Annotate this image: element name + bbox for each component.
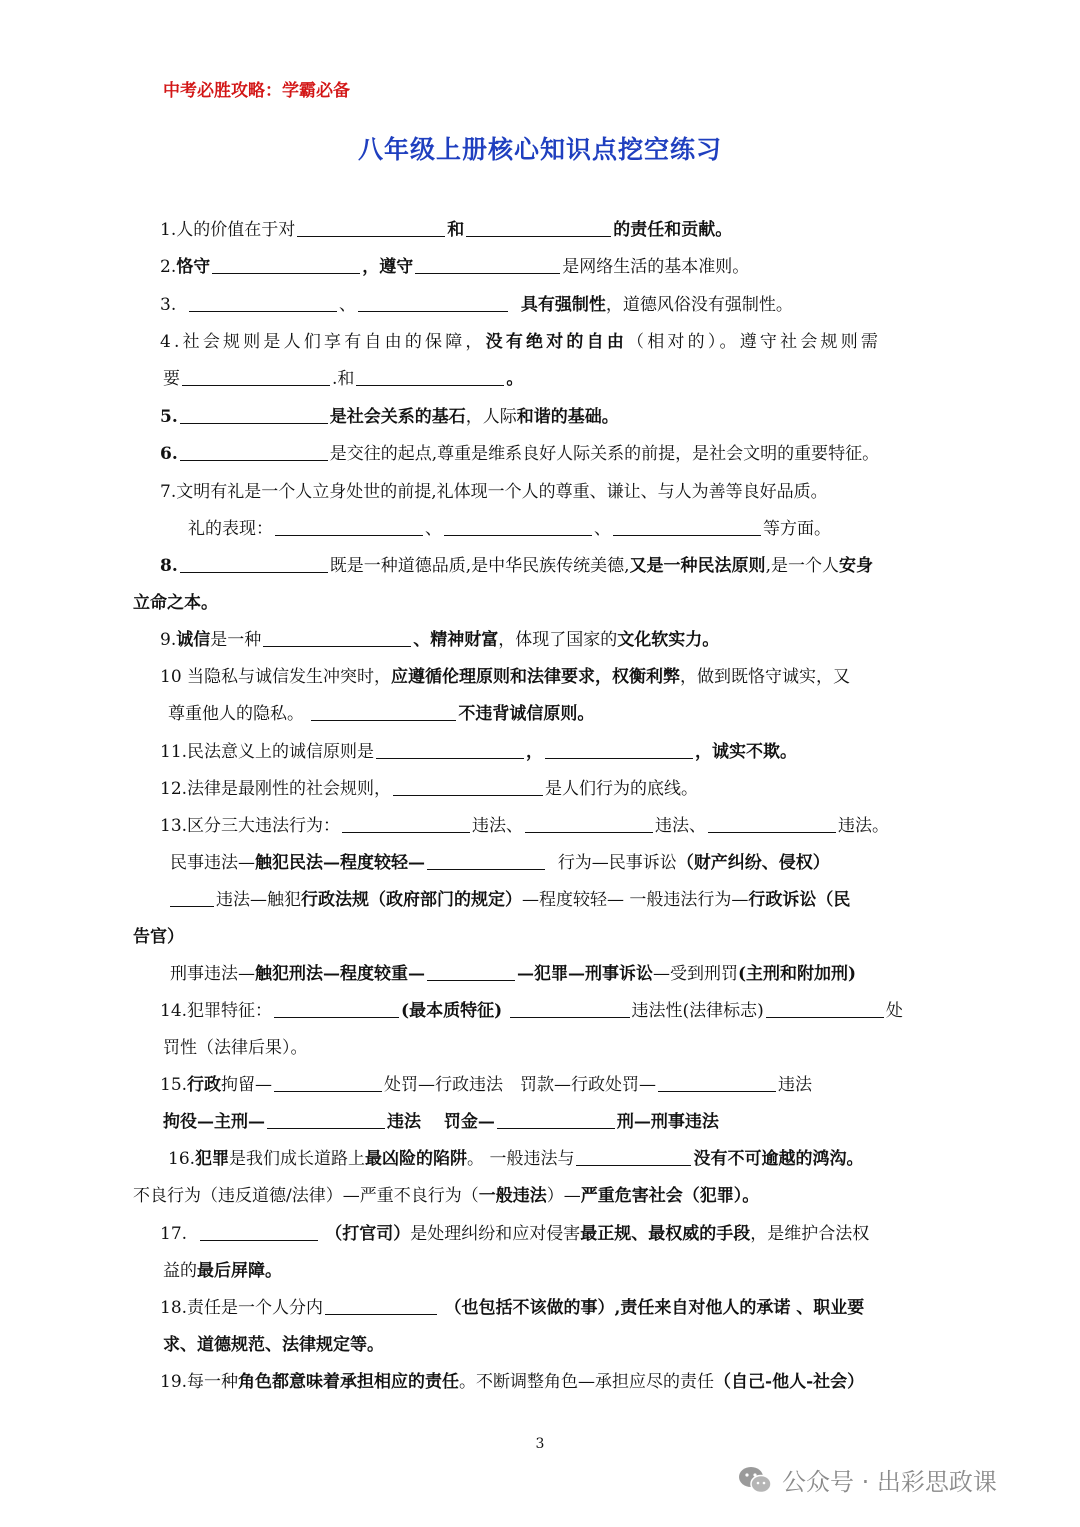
answer-blank[interactable]: [525, 816, 653, 833]
item-text: —程度较轻— 一般违法行为—: [522, 890, 749, 910]
item-text: （打官司）: [325, 1224, 411, 1244]
item-text: 应遵循伦理原则和法律要求，权衡利弊: [391, 667, 681, 687]
item-text: 最后屏障。: [197, 1261, 282, 1281]
answer-blank[interactable]: [274, 1075, 382, 1092]
answer-blank[interactable]: [200, 1224, 318, 1241]
item-text: 4.社会规则是人们享有自由的保障，: [160, 332, 486, 352]
answer-blank[interactable]: [427, 964, 515, 981]
item-text: 违法: [778, 1075, 813, 1095]
item-16: [168, 1146, 863, 1172]
item-text: 18.责任是一个人分内: [160, 1298, 324, 1318]
answer-blank[interactable]: [325, 1298, 437, 1315]
item-text: 礼的表现：: [188, 519, 273, 539]
watermark: [738, 1462, 997, 1497]
answer-blank[interactable]: [393, 779, 543, 796]
answer-blank[interactable]: [170, 890, 214, 907]
item-text: 立命之本。: [133, 593, 218, 613]
answer-blank[interactable]: [427, 853, 545, 870]
item-11: [160, 739, 797, 765]
item-text: 是社会关系的基石: [329, 407, 466, 427]
answer-blank[interactable]: [466, 220, 611, 237]
item-text: 。 一般违法与: [467, 1149, 575, 1169]
item-text: 尊重他人的隐私。: [168, 704, 304, 724]
item-text: 行政: [187, 1075, 222, 1095]
item-text: 13.区分三大违法行为：: [160, 816, 341, 836]
item-text: 又是一种民法原则: [629, 556, 766, 576]
item-text: 刑事违法—: [170, 964, 255, 984]
item-13-admin: [168, 887, 850, 913]
item-14: [160, 998, 903, 1024]
answer-blank[interactable]: [342, 816, 470, 833]
item-text: 、: [594, 519, 611, 539]
answer-blank[interactable]: [376, 742, 524, 759]
item-text: 拘役—主刑—: [163, 1112, 265, 1132]
item-text: （相对的）。遵守社会规则需: [627, 332, 882, 352]
wechat-icon: [738, 1465, 772, 1495]
watermark-text: 公众号 · 出彩思政课: [782, 1468, 997, 1496]
answer-blank[interactable]: [212, 257, 360, 274]
item-1: [160, 217, 732, 243]
item-text: 最正规、最权威的手段: [580, 1224, 751, 1244]
item-text: 行政法规（政府部门的规定）: [301, 890, 522, 910]
item-6: [160, 441, 879, 467]
item-text: 犯罪: [195, 1149, 230, 1169]
item-text: 7.文明有礼是一个人立身处世的前提,礼体现一个人的尊重、谦让、与人为善等良好品质。: [160, 482, 828, 502]
item-text: 诚信: [176, 630, 211, 650]
item-8-cont: [133, 590, 218, 616]
answer-blank[interactable]: [658, 1075, 776, 1092]
answer-blank[interactable]: [358, 295, 508, 312]
item-15-cont: [163, 1109, 719, 1135]
page-title: 八年级上册核心知识点挖空练习: [357, 135, 722, 164]
item-text: 是人们行为的底线。: [545, 779, 699, 799]
answer-blank[interactable]: [576, 1149, 691, 1166]
item-text: 5.: [160, 407, 178, 427]
item-text: —犯罪—刑事诉讼: [517, 964, 653, 984]
answer-blank[interactable]: [180, 444, 328, 461]
item-text: 处: [885, 1001, 903, 1021]
answer-blank[interactable]: [189, 295, 337, 312]
item-text: 安身: [838, 556, 873, 576]
item-text: ，诚实不欺。: [695, 742, 798, 762]
answer-blank[interactable]: [180, 407, 328, 424]
item-17: [160, 1221, 869, 1247]
item-text: ，体现了国家的: [498, 630, 618, 650]
item-text: （也包括不该做的事）,责任来自对他人的承诺 、职业要: [444, 1298, 865, 1318]
item-text: ，是维护合法权: [750, 1224, 870, 1244]
item-text: 告官）: [133, 927, 184, 947]
item-text: 违法。: [838, 816, 890, 836]
item-text: 违法 罚金—: [387, 1112, 495, 1132]
item-text: 处罚—行政违法 罚款—行政处罚—: [384, 1075, 657, 1095]
item-13: [160, 813, 889, 839]
item-text: 求、道德规范、法律规定等。: [163, 1335, 384, 1355]
item-text: 6.: [160, 444, 178, 464]
answer-blank[interactable]: [613, 519, 761, 536]
answer-blank[interactable]: [274, 1001, 399, 1018]
item-text: 最凶险的陷阱: [365, 1149, 468, 1169]
answer-blank[interactable]: [545, 742, 693, 759]
item-text: ）—: [546, 1186, 581, 1206]
item-text: 17.: [160, 1224, 188, 1244]
answer-blank[interactable]: [311, 704, 456, 721]
item-13-admin-cont: [133, 924, 184, 950]
item-text: 行政诉讼（民: [748, 890, 851, 910]
item-text: ，: [526, 742, 544, 762]
answer-blank[interactable]: [263, 630, 411, 647]
item-text: 和谐的基础。: [516, 407, 619, 427]
item-text: （自己-他人-社会）: [714, 1372, 865, 1392]
item-3: [160, 292, 793, 318]
item-2: [160, 254, 749, 280]
item-text: ，道德风俗没有强制性。: [605, 295, 793, 315]
answer-blank[interactable]: [510, 1001, 630, 1018]
item-text: (最本质特征): [401, 1001, 503, 1021]
answer-blank[interactable]: [275, 519, 423, 536]
item-text: 既是一种道德品质,是中华民族传统美德,: [329, 556, 630, 576]
item-text: 14.犯罪特征：: [160, 1001, 273, 1021]
answer-blank[interactable]: [415, 257, 560, 274]
item-text: 是一种: [210, 630, 262, 650]
item-text: 一般违法: [478, 1186, 547, 1206]
item-text: ，人际: [465, 407, 517, 427]
item-text: 10 当隐私与诚信发生冲突时，: [160, 667, 392, 687]
answer-blank[interactable]: [182, 369, 330, 386]
item-text: （财产纠纷、侵权）: [676, 853, 830, 873]
item-text: .和: [332, 369, 355, 389]
answer-blank[interactable]: [180, 556, 328, 573]
item-text: 不违背诚信原则。: [458, 704, 595, 724]
item-text: 、: [425, 519, 442, 539]
item-text: 没有绝对的自由: [485, 332, 628, 352]
item-5: [160, 404, 619, 430]
item-13-civil: [170, 850, 830, 876]
item-text: 11.民法意义上的诚信原则是: [160, 742, 375, 762]
header-note: 中考必胜攻略：学霸必备: [163, 81, 350, 101]
item-text: 、精神财富: [413, 630, 499, 650]
answer-blank[interactable]: [444, 519, 592, 536]
item-13-criminal: [170, 961, 856, 987]
answer-blank[interactable]: [497, 1112, 615, 1129]
item-text: 触犯刑法—程度较重—: [255, 964, 425, 984]
item-text: ,是一个人: [765, 556, 839, 576]
page-number: 3: [535, 1436, 545, 1452]
item-text: 8.: [160, 556, 178, 576]
item-text: 触犯民法—程度较轻—: [255, 853, 425, 873]
item-text: 具有强制性: [520, 295, 606, 315]
item-text: 1.人的价值在于对: [160, 220, 296, 240]
item-text: 没有不可逾越的鸿沟。: [693, 1149, 864, 1169]
item-text: —受到刑罚: [653, 964, 738, 984]
answer-blank[interactable]: [297, 220, 445, 237]
item-text: 刑—刑事违法: [616, 1112, 719, 1132]
item-19: [160, 1369, 864, 1395]
item-10-cont: [168, 701, 594, 727]
item-text: 9.: [160, 630, 177, 650]
item-10: [160, 664, 850, 690]
item-12: [160, 776, 698, 802]
item-15: [160, 1072, 812, 1098]
answer-blank[interactable]: [356, 369, 504, 386]
item-text: 是网络生活的基本准则。: [562, 257, 750, 277]
item-8: [160, 553, 873, 579]
item-text: 是交往的起点,尊重是维系良好人际关系的前提，是社会文明的重要特征。: [329, 444, 880, 464]
item-text: 。不断调整角色—承担应尽的责任: [459, 1372, 715, 1392]
item-text: 是处理纠纷和应对侵害: [410, 1224, 581, 1244]
item-text: 2.: [160, 257, 177, 277]
item-9: [160, 627, 719, 653]
item-18: [160, 1295, 864, 1321]
item-text: 违法—触犯: [216, 890, 301, 910]
item-text: 15.: [160, 1075, 188, 1095]
item-text: (主刑和附加刑): [738, 964, 857, 984]
item-text: 民事违法—: [170, 853, 255, 873]
item-text: 违法、: [472, 816, 524, 836]
item-text: 拘留—: [221, 1075, 273, 1095]
item-16-cont: [133, 1183, 759, 1209]
item-text: 违法性(法律标志): [631, 1001, 764, 1021]
item-text: 文化软实力。: [617, 630, 720, 650]
item-text: ，遵守: [362, 257, 414, 277]
answer-blank[interactable]: [708, 816, 836, 833]
item-text: 。: [506, 369, 524, 389]
item-7: [160, 479, 828, 505]
item-14-cont: [163, 1035, 308, 1061]
item-text: 是我们成长道路上: [229, 1149, 366, 1169]
item-text: 恪守: [176, 257, 211, 277]
answer-blank[interactable]: [766, 1001, 884, 1018]
item-text: 行为—民事诉讼: [557, 853, 677, 873]
item-4: [160, 329, 881, 355]
item-text: 、: [339, 295, 357, 315]
item-text: 违法、: [655, 816, 707, 836]
item-7-cont: [188, 516, 831, 542]
item-text: 角色都意味着承担相应的责任: [238, 1372, 460, 1392]
item-text: 不良行为（违反道德/法律）—严重不良行为（: [133, 1186, 479, 1206]
answer-blank[interactable]: [267, 1112, 385, 1129]
item-text: ，做到既恪守诚实，又: [680, 667, 851, 687]
item-4-cont: [163, 366, 523, 392]
item-text: 严重危害社会（犯罪）。: [580, 1186, 760, 1206]
item-text: 16.: [168, 1149, 196, 1169]
item-text: 等方面。: [763, 519, 831, 539]
item-text: 19.每一种: [160, 1372, 239, 1392]
item-18-cont: [163, 1332, 384, 1358]
item-text: 的责任和贡献。: [613, 220, 733, 240]
item-text: 和: [447, 220, 465, 240]
item-17-cont: [163, 1258, 282, 1284]
item-text: 12.法律是最刚性的社会规则，: [160, 779, 392, 799]
item-text: 益的: [163, 1261, 197, 1281]
item-text: 要: [163, 369, 180, 389]
item-text: 罚性（法律后果）。: [163, 1038, 308, 1058]
item-text: 3.: [160, 295, 177, 315]
